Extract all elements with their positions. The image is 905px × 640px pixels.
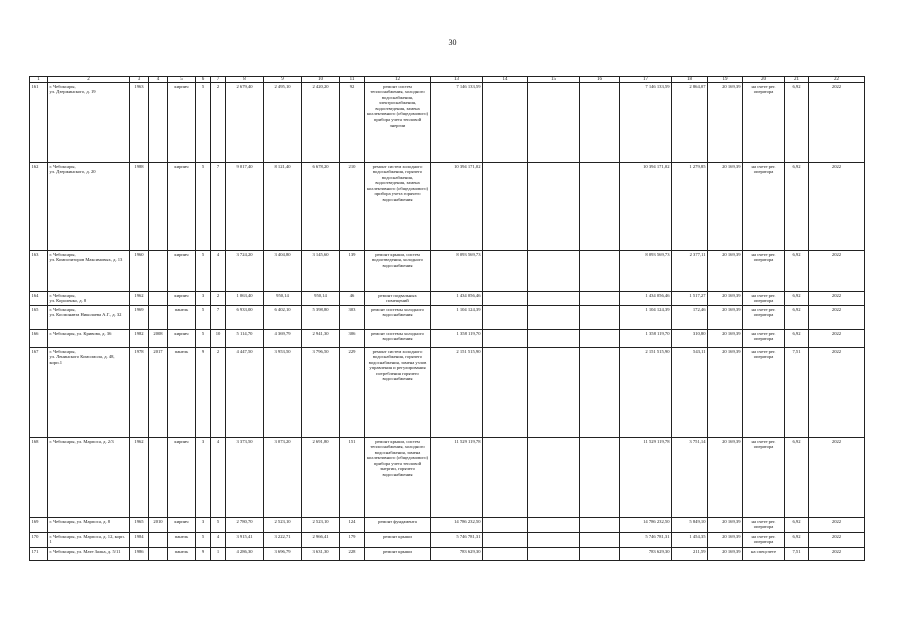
planned-year-cell: 2022	[809, 438, 865, 518]
premises-area-cell: 3 404,80	[264, 251, 302, 292]
column-number: 9	[264, 77, 302, 83]
unit-cost-cell: 310,80	[672, 330, 708, 348]
total-area-cell: 2 780,70	[226, 518, 264, 533]
table-row	[30, 330, 865, 348]
col-15-cell	[528, 251, 580, 292]
fund-method-cell: на счете рег. оператора	[743, 348, 785, 438]
entrances-cell: 2	[211, 83, 226, 163]
fund-method-cell: на счете рег. оператора	[743, 518, 785, 533]
planned-year-cell: 2022	[809, 163, 865, 251]
row-number-cell: 171	[30, 548, 48, 561]
column-number: 13	[431, 77, 483, 83]
floors-cell: 5	[196, 306, 211, 330]
fund-method-cell: на счете рег. оператора	[743, 163, 785, 251]
unit-cost-cell: 1 454,35	[672, 533, 708, 548]
residents-cell: 228	[340, 548, 365, 561]
column-number: 2	[48, 77, 130, 83]
year-renovated-cell: 2008	[149, 330, 168, 348]
living-area-cell: 5 398,80	[302, 306, 340, 330]
year-built-cell: 1984	[130, 533, 149, 548]
col-15-cell	[528, 533, 580, 548]
col-16-cell	[580, 251, 620, 292]
fund-method-cell: на счете рег. оператора	[743, 533, 785, 548]
column-number: 10	[302, 77, 340, 83]
year-renovated-cell	[149, 251, 168, 292]
contribution-rate-cell: 6,92	[785, 330, 809, 348]
total-area-cell: 1 063,40	[226, 292, 264, 306]
year-built-cell: 1963	[130, 83, 149, 163]
year-renovated-cell: 2017	[149, 348, 168, 438]
premises-area-cell: 6 402,10	[264, 306, 302, 330]
unit-cost-cell: 3 751,14	[672, 438, 708, 518]
floors-cell: 9	[196, 548, 211, 561]
column-number: 18	[672, 77, 708, 83]
row-number-cell: 163	[30, 251, 48, 292]
unit-cost-cell: 1 279,85	[672, 163, 708, 251]
contribution-rate-cell: 6,92	[785, 292, 809, 306]
residents-cell: 151	[340, 438, 365, 518]
floors-cell: 5	[196, 251, 211, 292]
fund-method-cell: на счете рег. оператора	[743, 251, 785, 292]
planned-year-cell: 2022	[809, 533, 865, 548]
repair-cost-cell: 1 434 056,46	[431, 292, 483, 306]
residents-cell: 229	[340, 348, 365, 438]
column-number: 22	[809, 77, 865, 83]
column-number: 4	[149, 77, 168, 83]
col-16-cell	[580, 292, 620, 306]
total-cost-cell: 8 093 569,73	[620, 251, 672, 292]
total-area-cell: 3 373,50	[226, 438, 264, 518]
repair-cost-cell: 5 746 781,31	[431, 533, 483, 548]
total-area-cell: 4 286,30	[226, 548, 264, 561]
col-15-cell	[528, 438, 580, 518]
row-number-cell: 165	[30, 306, 48, 330]
cost-limit-cell: 20 169,39	[708, 306, 743, 330]
planned-year-cell: 2022	[809, 548, 865, 561]
cost-limit-cell: 20 169,39	[708, 348, 743, 438]
residents-cell: 92	[340, 83, 365, 163]
col-16-cell	[580, 348, 620, 438]
wall-material-cell: кирпич	[168, 163, 196, 251]
year-built-cell: 1982	[130, 330, 149, 348]
fund-method-cell: на счете рег. оператора	[743, 292, 785, 306]
col-16-cell	[580, 533, 620, 548]
year-renovated-cell	[149, 163, 168, 251]
col-16-cell	[580, 330, 620, 348]
col-16-cell	[580, 518, 620, 533]
unit-cost-cell: 543,11	[672, 348, 708, 438]
premises-area-cell: 3 222,71	[264, 533, 302, 548]
col-15-cell	[528, 330, 580, 348]
floors-cell: 5	[196, 330, 211, 348]
column-number: 6	[196, 77, 211, 83]
col-14-cell	[483, 518, 528, 533]
table-row	[30, 438, 865, 518]
year-renovated-cell	[149, 548, 168, 561]
entrances-cell: 4	[211, 533, 226, 548]
unit-cost-cell: 5 849,10	[672, 518, 708, 533]
repair-cost-cell: 2 151 515,90	[431, 348, 483, 438]
row-number-cell: 166	[30, 330, 48, 348]
year-built-cell: 1969	[130, 306, 149, 330]
table-row	[30, 83, 865, 163]
floors-cell: 3	[196, 518, 211, 533]
premises-area-cell: 4 369,79	[264, 330, 302, 348]
repair-works-cell: ремонт систем холодного водоснабжения, горячего водоснабжения, замена узлов управления и регулирования потребления горячего водоснабжения	[365, 348, 431, 438]
cost-limit-cell: 20 169,39	[708, 292, 743, 306]
col-16-cell	[580, 548, 620, 561]
living-area-cell: 3 631,30	[302, 548, 340, 561]
entrances-cell: 2	[211, 348, 226, 438]
cost-limit-cell: 20 169,39	[708, 518, 743, 533]
col-15-cell	[528, 348, 580, 438]
row-number-cell: 162	[30, 163, 48, 251]
residents-cell: 306	[340, 330, 365, 348]
table-row	[30, 292, 865, 306]
table-row	[30, 163, 865, 251]
living-area-cell: 3 145,60	[302, 251, 340, 292]
address-cell: г. Чебоксары, ул. Ленинского Комсомола, д. 48, корп.1	[48, 348, 130, 438]
fund-method-cell: на счете рег. оператора	[743, 306, 785, 330]
fund-method-cell: на счете рег. оператора	[743, 438, 785, 518]
total-cost-cell: 1 434 056,46	[620, 292, 672, 306]
address-cell: г. Чебоксары, ул. Марпоса, д. 8	[48, 518, 130, 533]
col-14-cell	[483, 533, 528, 548]
total-area-cell: 2 679,40	[226, 83, 264, 163]
wall-material-cell: панель	[168, 306, 196, 330]
address-cell: г. Чебоксары, ул. Мате Залка, д. 5/11	[48, 548, 130, 561]
total-cost-cell: 11 529 119,78	[620, 438, 672, 518]
planned-year-cell: 2022	[809, 251, 865, 292]
row-number-cell: 167	[30, 348, 48, 438]
living-area-cell: 950,14	[302, 292, 340, 306]
column-number: 21	[785, 77, 809, 83]
contribution-rate-cell: 6,92	[785, 533, 809, 548]
wall-material-cell: панель	[168, 348, 196, 438]
contribution-rate-cell: 6,92	[785, 251, 809, 292]
residents-cell: 303	[340, 306, 365, 330]
column-number: 17	[620, 77, 672, 83]
wall-material-cell: кирпич	[168, 330, 196, 348]
cost-limit-cell: 20 169,39	[708, 330, 743, 348]
col-14-cell	[483, 83, 528, 163]
total-area-cell: 3 915,41	[226, 533, 264, 548]
entrances-cell: 2	[211, 292, 226, 306]
column-number: 3	[130, 77, 149, 83]
living-area-cell: 2 523,10	[302, 518, 340, 533]
premises-area-cell: 2 523,10	[264, 518, 302, 533]
address-cell: г. Чебоксары, ул. Дзержинского, д. 19	[48, 83, 130, 163]
premises-area-cell: 3 953,50	[264, 348, 302, 438]
registry-table	[29, 76, 865, 561]
year-renovated-cell: 2010	[149, 518, 168, 533]
total-cost-cell: 783 629,30	[620, 548, 672, 561]
living-area-cell: 2 966,41	[302, 533, 340, 548]
col-15-cell	[528, 83, 580, 163]
repair-works-cell: ремонт фундамента	[365, 518, 431, 533]
table-row	[30, 518, 865, 533]
total-cost-cell: 14 786 232,50	[620, 518, 672, 533]
unit-cost-cell: 172,46	[672, 306, 708, 330]
table-row	[30, 251, 865, 292]
floors-cell: 5	[196, 163, 211, 251]
living-area-cell: 6 678,20	[302, 163, 340, 251]
floors-cell: 5	[196, 533, 211, 548]
cost-limit-cell: 20 169,39	[708, 548, 743, 561]
address-cell: г. Чебоксары, ул. Марпоса, д. 2/3	[48, 438, 130, 518]
table-row	[30, 348, 865, 438]
address-cell: г. Чебоксары, ул. Космонавта Николаева А.Г., д. 32	[48, 306, 130, 330]
repair-cost-cell: 8 093 569,73	[431, 251, 483, 292]
planned-year-cell: 2022	[809, 83, 865, 163]
repair-works-cell: ремонт подвальных помещений	[365, 292, 431, 306]
living-area-cell: 3 796,50	[302, 348, 340, 438]
col-14-cell	[483, 330, 528, 348]
col-15-cell	[528, 163, 580, 251]
col-16-cell	[580, 306, 620, 330]
unit-cost-cell: 2 377,11	[672, 251, 708, 292]
entrances-cell: 4	[211, 251, 226, 292]
year-renovated-cell	[149, 83, 168, 163]
unit-cost-cell: 1 517,27	[672, 292, 708, 306]
floors-cell: 3	[196, 292, 211, 306]
total-cost-cell: 10 394 171,02	[620, 163, 672, 251]
page-number: 30	[448, 38, 457, 47]
contribution-rate-cell: 6,92	[785, 438, 809, 518]
cost-limit-cell: 20 169,39	[708, 83, 743, 163]
repair-cost-cell: 11 529 119,78	[431, 438, 483, 518]
wall-material-cell: кирпич	[168, 518, 196, 533]
year-built-cell: 1962	[130, 438, 149, 518]
wall-material-cell: кирпич	[168, 292, 196, 306]
table-row	[30, 548, 865, 561]
column-number: 8	[226, 77, 264, 83]
col-14-cell	[483, 306, 528, 330]
repair-works-cell: ремонт крыши, систем теплоснабжения, холодного водоснабжения, замена коллективного (общедомового) прибора учета тепловой энергии, горячего водоснабжения	[365, 438, 431, 518]
repair-cost-cell: 10 394 171,02	[431, 163, 483, 251]
repair-works-cell: ремонт крыши, систем водоотведения, холодного водоснабжения	[365, 251, 431, 292]
column-number: 15	[528, 77, 580, 83]
wall-material-cell: панель	[168, 533, 196, 548]
entrances-cell: 7	[211, 306, 226, 330]
year-built-cell: 1965	[130, 518, 149, 533]
premises-area-cell: 2 495,10	[264, 83, 302, 163]
residents-cell: 179	[340, 533, 365, 548]
contribution-rate-cell: 7,51	[785, 548, 809, 561]
unit-cost-cell: 211,59	[672, 548, 708, 561]
wall-material-cell: кирпич	[168, 438, 196, 518]
cost-limit-cell: 20 169,39	[708, 163, 743, 251]
total-area-cell: 3 724,20	[226, 251, 264, 292]
table-row	[30, 306, 865, 330]
planned-year-cell: 2022	[809, 330, 865, 348]
col-15-cell	[528, 292, 580, 306]
cost-limit-cell: 20 169,39	[708, 251, 743, 292]
column-number: 16	[580, 77, 620, 83]
col-15-cell	[528, 548, 580, 561]
repair-cost-cell: 7 146 133,59	[431, 83, 483, 163]
column-number: 19	[708, 77, 743, 83]
address-cell: г. Чебоксары, ул. Композиторов Максимовых, д. 13	[48, 251, 130, 292]
unit-cost-cell: 2 864,07	[672, 83, 708, 163]
residents-cell: 139	[340, 251, 365, 292]
repair-cost-cell: 1 358 119,70	[431, 330, 483, 348]
floors-cell: 5	[196, 83, 211, 163]
row-number-cell: 168	[30, 438, 48, 518]
col-14-cell	[483, 251, 528, 292]
column-number: 1	[30, 77, 48, 83]
cost-limit-cell: 20 169,39	[708, 438, 743, 518]
year-renovated-cell	[149, 533, 168, 548]
col-14-cell	[483, 548, 528, 561]
living-area-cell: 2 420,20	[302, 83, 340, 163]
col-14-cell	[483, 438, 528, 518]
address-cell: г. Чебоксары, ул. Марпоса, д. 12, корп. 1	[48, 533, 130, 548]
repair-cost-cell: 783 629,30	[431, 548, 483, 561]
wall-material-cell: кирпич	[168, 251, 196, 292]
col-16-cell	[580, 83, 620, 163]
wall-material-cell: кирпич	[168, 83, 196, 163]
row-number-cell: 169	[30, 518, 48, 533]
year-built-cell: 1988	[130, 163, 149, 251]
fund-method-cell: на спецсчете	[743, 548, 785, 561]
total-cost-cell: 1 104 124,39	[620, 306, 672, 330]
repair-cost-cell: 1 104 124,39	[431, 306, 483, 330]
total-area-cell: 6 933,00	[226, 306, 264, 330]
entrances-cell: 4	[211, 438, 226, 518]
premises-area-cell: 8 121,40	[264, 163, 302, 251]
entrances-cell: 1	[211, 548, 226, 561]
premises-area-cell: 3 073,20	[264, 438, 302, 518]
planned-year-cell: 2022	[809, 306, 865, 330]
col-15-cell	[528, 518, 580, 533]
column-number: 14	[483, 77, 528, 83]
column-number: 20	[743, 77, 785, 83]
repair-works-cell: ремонт системы холодного водоснабжения	[365, 330, 431, 348]
entrances-cell: 5	[211, 518, 226, 533]
premises-area-cell: 3 696,79	[264, 548, 302, 561]
total-area-cell: 9 017,40	[226, 163, 264, 251]
year-renovated-cell	[149, 438, 168, 518]
address-cell: г. Чебоксары, ул. Кривова, д. 36	[48, 330, 130, 348]
col-15-cell	[528, 306, 580, 330]
planned-year-cell: 2022	[809, 292, 865, 306]
column-number: 7	[211, 77, 226, 83]
year-built-cell: 1978	[130, 348, 149, 438]
total-cost-cell: 1 358 119,70	[620, 330, 672, 348]
column-number: 12	[365, 77, 431, 83]
entrances-cell: 7	[211, 163, 226, 251]
fund-method-cell: на счете рег. оператора	[743, 330, 785, 348]
living-area-cell: 2 941,30	[302, 330, 340, 348]
repair-works-cell: ремонт систем теплоснабжения, холодного водоснабжения, электроснабжения, водоотведения, замена коллективного (общедомового) прибора учета тепловой энергии	[365, 83, 431, 163]
residents-cell: 46	[340, 292, 365, 306]
living-area-cell: 2 691,80	[302, 438, 340, 518]
year-built-cell: 1962	[130, 292, 149, 306]
repair-works-cell: ремонт системы холодного водоснабжения	[365, 306, 431, 330]
row-number-cell: 170	[30, 533, 48, 548]
row-number-cell: 164	[30, 292, 48, 306]
floors-cell: 3	[196, 438, 211, 518]
total-cost-cell: 7 146 133,59	[620, 83, 672, 163]
cost-limit-cell: 20 169,39	[708, 533, 743, 548]
wall-material-cell: панель	[168, 548, 196, 561]
year-renovated-cell	[149, 292, 168, 306]
total-cost-cell: 5 746 781,31	[620, 533, 672, 548]
col-14-cell	[483, 163, 528, 251]
planned-year-cell: 2022	[809, 518, 865, 533]
address-cell: г. Чебоксары, ул. Дзержинского, д. 20	[48, 163, 130, 251]
repair-works-cell: ремонт крыши	[365, 548, 431, 561]
table-row	[30, 533, 865, 548]
column-number: 11	[340, 77, 365, 83]
column-number: 5	[168, 77, 196, 83]
year-built-cell: 1986	[130, 548, 149, 561]
year-built-cell: 1960	[130, 251, 149, 292]
contribution-rate-cell: 6,92	[785, 83, 809, 163]
col-16-cell	[580, 163, 620, 251]
col-16-cell	[580, 438, 620, 518]
contribution-rate-cell: 6,92	[785, 163, 809, 251]
contribution-rate-cell: 7,51	[785, 348, 809, 438]
col-14-cell	[483, 292, 528, 306]
row-number-cell: 161	[30, 83, 48, 163]
total-area-cell: 4 447,50	[226, 348, 264, 438]
year-renovated-cell	[149, 306, 168, 330]
contribution-rate-cell: 6,92	[785, 518, 809, 533]
entrances-cell: 10	[211, 330, 226, 348]
fund-method-cell: на счете рег. оператора	[743, 83, 785, 163]
contribution-rate-cell: 6,92	[785, 306, 809, 330]
residents-cell: 124	[340, 518, 365, 533]
residents-cell: 210	[340, 163, 365, 251]
total-area-cell: 5 114,70	[226, 330, 264, 348]
address-cell: г. Чебоксары, ул. Короленко, д. 8	[48, 292, 130, 306]
total-cost-cell: 2 151 515,90	[620, 348, 672, 438]
repair-cost-cell: 14 786 232,50	[431, 518, 483, 533]
repair-works-cell: ремонт крыши	[365, 533, 431, 548]
premises-area-cell: 950,14	[264, 292, 302, 306]
repair-works-cell: ремонт систем холодного водоснабжения, горячего водоснабжения, водоотведения, замена коллективного (общедомового) прибора учета горячего водоснабжения	[365, 163, 431, 251]
planned-year-cell: 2022	[809, 348, 865, 438]
floors-cell: 9	[196, 348, 211, 438]
col-14-cell	[483, 348, 528, 438]
